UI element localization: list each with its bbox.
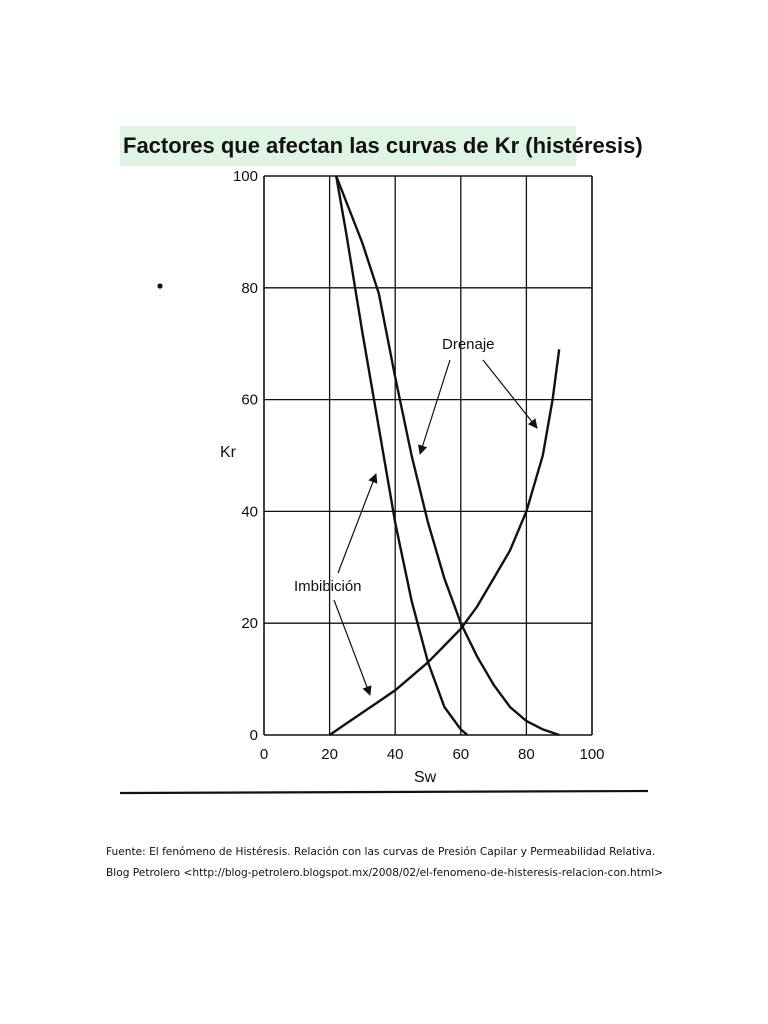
imbibicion-arrow-up (338, 474, 376, 573)
source-note: Fuente: El fenómeno de Histéresis. Relación con las curvas de Presión Capilar y Permeabilidad Relativa. Blog Petrolero <http://blog-petrolero.blogspot.mx/2008/02/el-fenomeno-de-histeresis-relacion-con.html> (106, 846, 664, 879)
annotation-drenaje: Drenaje (442, 336, 495, 353)
chart-ticks (233, 168, 605, 763)
bottom-rule (120, 791, 648, 793)
y-tick-label: 80 (241, 279, 258, 297)
bullet-dot (157, 283, 162, 288)
y-tick-label: 20 (241, 615, 258, 633)
x-tick-label: 60 (452, 746, 470, 763)
x-tick-label: 20 (321, 746, 338, 763)
x-axis-label: Sw (414, 769, 437, 786)
y-axis-label: Kr (220, 444, 236, 461)
y-tick-label: 100 (232, 168, 258, 185)
y-tick-label: 60 (241, 391, 258, 409)
x-tick-label: 40 (386, 746, 404, 763)
x-tick-label: 0 (259, 746, 269, 763)
drenaje-arrow-right (483, 360, 537, 428)
series-3-line (330, 349, 560, 735)
x-tick-label: 100 (579, 746, 605, 763)
chart-series (330, 176, 560, 735)
series-1-line (336, 176, 467, 735)
annotation-imbibicion: Imbibición (294, 578, 362, 595)
chart-title: Factores que afectan las curvas de Kr (histéresis) (123, 133, 643, 158)
x-tick-label: 80 (518, 746, 535, 763)
y-tick-label: 40 (241, 503, 258, 521)
imbibicion-arrow-down (334, 600, 370, 695)
y-tick-label: 0 (249, 727, 258, 744)
drenaje-arrow-left (420, 360, 450, 454)
